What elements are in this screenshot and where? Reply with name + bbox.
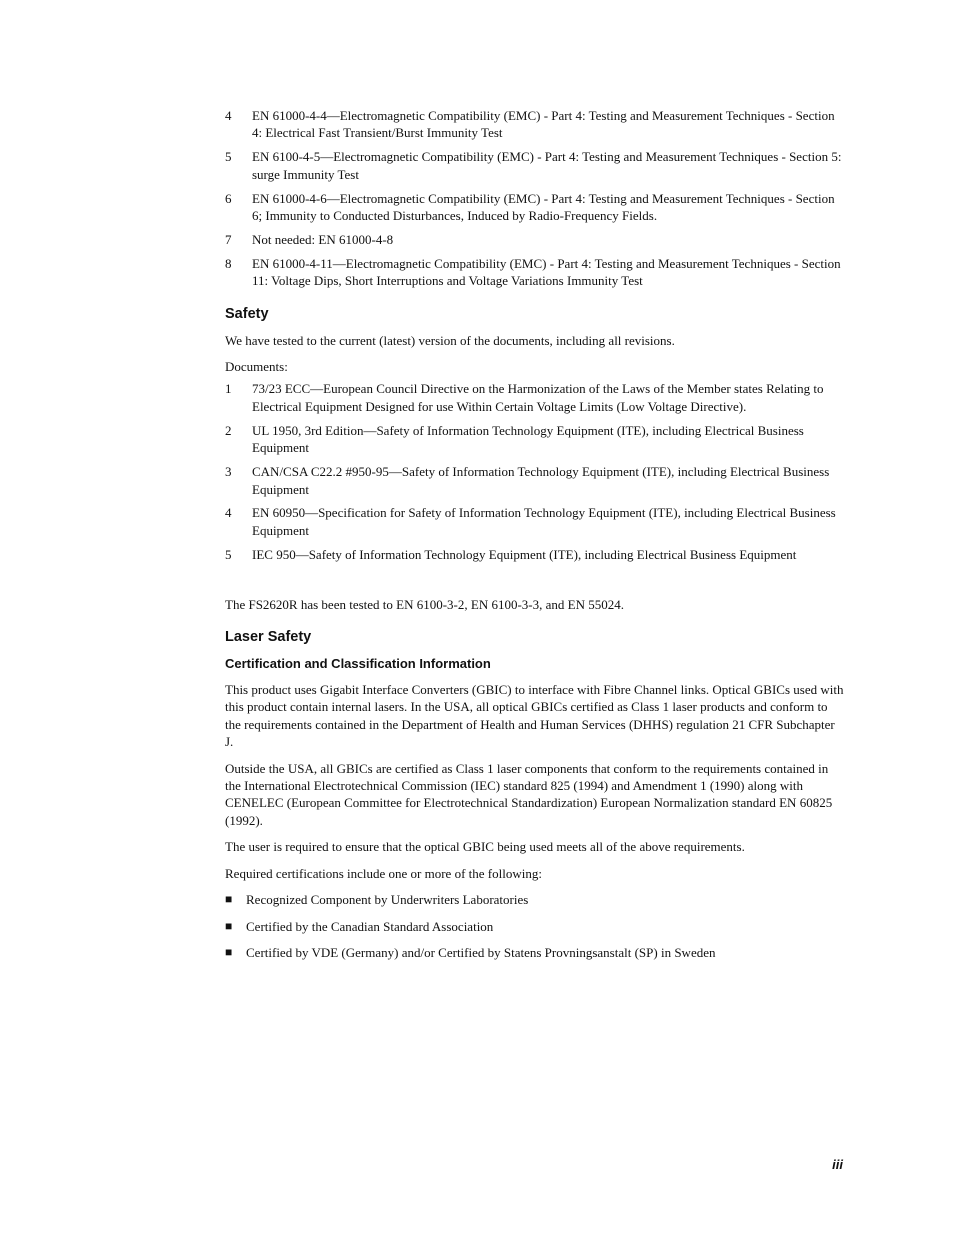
certification-subheading: Certification and Classification Information xyxy=(225,656,491,672)
list-item xyxy=(225,422,845,457)
list-number: 1 xyxy=(225,381,232,397)
section-spacer xyxy=(225,570,845,596)
list-number: 7 xyxy=(225,231,232,247)
list-number: 3 xyxy=(225,464,232,480)
list-item xyxy=(225,891,845,908)
list-item xyxy=(225,107,845,142)
list-number: 4 xyxy=(225,108,232,123)
laser-paragraph: Required certifications include one or more of the following: xyxy=(225,865,542,881)
safety-heading: Safety xyxy=(225,305,269,322)
list-item xyxy=(225,463,845,498)
laser-paragraph: This product uses Gigabit Interface Converters (GBIC) to interface with Fibre Channel links. Optical GBICs used with this product contain internal lasers. In the USA, all optical GBICs certified as Class 1 laser products and conform to the requirements contained in the Department of Health and Human Services (DHHS) regulation 21 CFR Subchapter J. xyxy=(225,682,844,750)
documents-label: Documents: xyxy=(225,359,288,375)
square-bullet-icon: ■ xyxy=(225,944,233,959)
list-text: CAN/CSA C22.2 #950-95—Safety of Information Technology Equipment (ITE), including Electrical Business Equipment xyxy=(252,464,830,497)
list-number: 2 xyxy=(225,422,232,438)
safety-intro: We have tested to the current (latest) version of the documents, including all revisions. xyxy=(225,332,675,348)
list-text: Certified by VDE (Germany) and/or Certified by Statens Provningsanstalt (SP) in Sweden xyxy=(246,944,716,960)
document-page xyxy=(225,107,845,970)
list-number: 5 xyxy=(225,149,232,165)
list-number: 4 xyxy=(225,505,232,521)
list-item xyxy=(225,380,845,415)
laser-paragraph: The user is required to ensure that the optical GBIC being used meets all of the above requirements. xyxy=(225,839,745,855)
square-bullet-icon: ■ xyxy=(225,892,233,907)
list-text: Certified by the Canadian Standard Association xyxy=(246,918,494,934)
list-text: UL 1950, 3rd Edition—Safety of Information Technology Equipment (ITE), including Electrical Business Equipment xyxy=(252,422,804,456)
list-number: 6 xyxy=(225,190,232,206)
list-item xyxy=(225,944,845,961)
list-text: EN 6100-4-5—Electromagnetic Compatibility (EMC) - Part 4: Testing and Measurement Techniques - Section 5: surge Immunity Test xyxy=(252,149,842,182)
list-item xyxy=(225,190,845,225)
list-text: IEC 950—Safety of Information Technology Equipment (ITE), including Electrical Business Equipment xyxy=(252,546,797,562)
emc-standards-list xyxy=(225,107,845,290)
laser-paragraph: Outside the USA, all GBICs are certified as Class 1 laser components that conform to the requirements contained in the International Electrotechnical Commission (IEC) standard 825 (1994) and Amendment 1 (1990) along with CENELEC (European Committee for Electrotechnical Standardization) European Normalization standard EN 60825 (1992). xyxy=(225,760,833,828)
list-item xyxy=(225,255,845,290)
list-text: Recognized Component by Underwriters Laboratories xyxy=(246,892,529,908)
list-item xyxy=(225,546,845,563)
list-text: EN 61000-4-4—Electromagnetic Compatibility (EMC) - Part 4: Testing and Measurement Techniques - Section 4: Electrical Fast Transient/Burst Immunity Test xyxy=(252,108,835,141)
square-bullet-icon: ■ xyxy=(225,918,233,933)
list-text: Not needed: EN 61000-4-8 xyxy=(252,231,394,247)
certifications-list xyxy=(225,891,845,961)
list-item xyxy=(225,918,845,935)
page-number: iii xyxy=(832,1157,843,1172)
list-text: EN 60950—Specification for Safety of Information Technology Equipment (ITE), including Electrical Business Equipment xyxy=(252,505,836,538)
list-text: EN 61000-4-11—Electromagnetic Compatibility (EMC) - Part 4: Testing and Measurement Techniques - Section 11: Voltage Dips, Short Interruptions and Voltage Variations Immunity Test xyxy=(252,255,841,289)
tested-note: The FS2620R has been tested to EN 6100-3-2, EN 6100-3-3, and EN 55024. xyxy=(225,596,624,612)
safety-documents-list xyxy=(225,380,845,563)
list-text: 73/23 ECC—European Council Directive on the Harmonization of the Laws of the Member states Relating to Electrical Equipment Designed for use Within Certain Voltage Limits (Low Voltage Directive). xyxy=(252,381,824,414)
list-item xyxy=(225,231,845,248)
laser-safety-heading: Laser Safety xyxy=(225,629,312,646)
list-item xyxy=(225,504,845,539)
list-text: EN 61000-4-6—Electromagnetic Compatibility (EMC) - Part 4: Testing and Measurement Techniques - Section 6; Immunity to Conducted Disturbances, Induced by Radio-Frequency Fields. xyxy=(252,190,835,224)
list-item xyxy=(225,148,845,183)
list-number: 5 xyxy=(225,546,232,562)
list-number: 8 xyxy=(225,255,232,271)
